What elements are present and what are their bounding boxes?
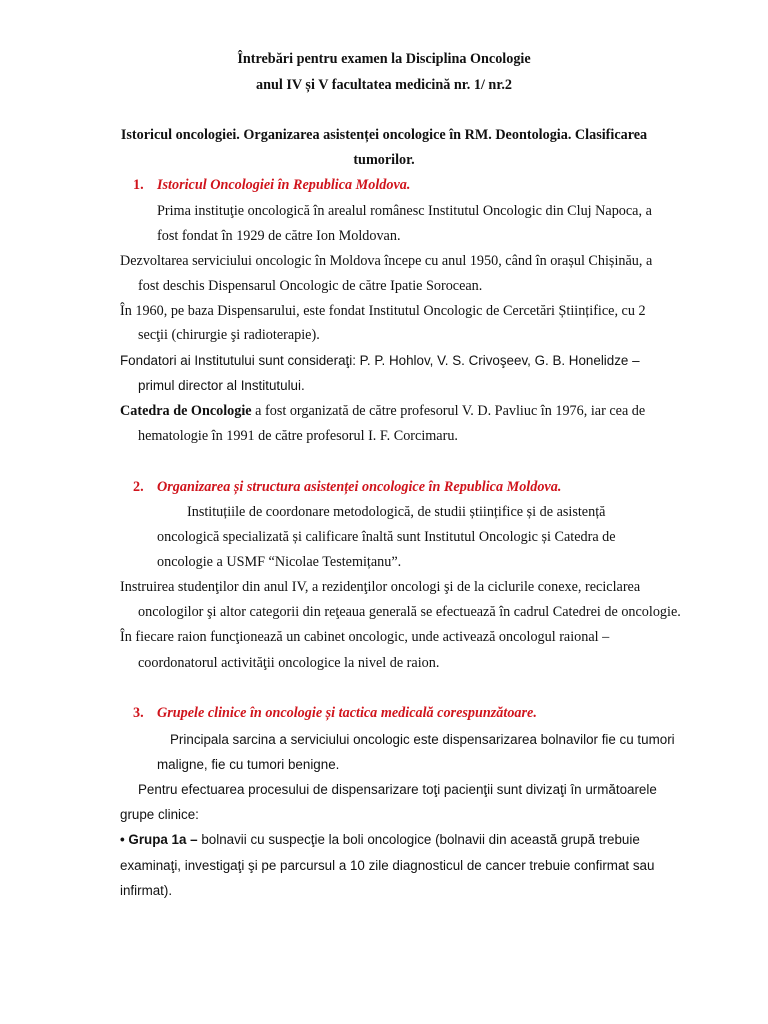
section-2-paragraph-line: Instruirea studenţilor din anul IV, a rezidenţilor oncologi şi de la ciclurile conexe, reciclarea (120, 579, 641, 595)
topic-line-2: tumorilor. (353, 152, 415, 168)
section-3-paragraph-line: infirmat). (120, 883, 173, 898)
section-3-paragraph-line: Principala sarcina a serviciului oncologic este dispensarizarea bolnavilor fie cu tumori (170, 732, 675, 747)
grupa-1a-label: • Grupa 1a – (120, 832, 198, 847)
grupa-1a-text: bolnavii cu suspecţie la boli oncologice (bolnavii din această grupă trebuie (197, 832, 640, 847)
title-line-2: anul IV și V facultatea medicină nr. 1/ nr.2 (256, 77, 512, 93)
section-1-paragraph-line: primul director al Institutului. (138, 378, 305, 393)
section-2-number: 2. (133, 479, 144, 495)
section-3-paragraph-line (120, 831, 640, 849)
section-2-heading: Organizarea și structura asistenței oncologice în Republica Moldova. (157, 479, 562, 495)
section-3-heading: Grupele clinice în oncologie și tactica medicală corespunzătoare. (157, 705, 537, 721)
catedra-text: a fost organizată de către profesorul V. D. Pavliuc în 1976, iar cea de (251, 403, 646, 419)
section-1-paragraph-line: Dezvoltarea serviciului oncologic în Moldova începe cu anul 1950, când în orașul Chișinău, a (120, 253, 653, 269)
section-1-paragraph-line: Fondatori ai Institutului sunt consideraţi: P. P. Hohlov, V. S. Crivoşeev, G. B. Honelidze – (120, 353, 640, 368)
section-2-paragraph-line: oncologie a USMF “Nicolae Testemițanu”. (157, 554, 402, 570)
section-3-paragraph-line: maligne, fie cu tumori benigne. (157, 757, 340, 772)
section-3-paragraph-line: grupe clinice: (120, 807, 199, 822)
section-1-paragraph-line: Prima instituţie oncologică în arealul românesc Institutul Oncologic din Cluj Napoca, a (157, 203, 652, 219)
section-2-paragraph-line: coordonatorul activităţii oncologice la nivel de raion. (138, 655, 440, 671)
section-1-paragraph-line: hematologie în 1991 de către profesorul I. F. Corcimaru. (138, 428, 458, 444)
section-3-paragraph-line: Pentru efectuarea procesului de dispensarizare toţi pacienţii sunt divizaţi în următoarele (138, 782, 657, 797)
section-1-paragraph-line: fost deschis Dispensarul Oncologic de către Ipatie Sorocean. (138, 278, 483, 294)
section-2-paragraph-line: oncologilor şi altor categorii din reţeaua generală se efectuează în cadrul Catedrei de oncologie. (138, 604, 681, 620)
section-1-number: 1. (133, 177, 144, 193)
section-1-heading: Istoricul Oncologiei în Republica Moldova. (157, 177, 411, 193)
catedra-label: Catedra de Oncologie (120, 403, 252, 419)
section-3-number: 3. (133, 705, 144, 721)
title-line-1: Întrebări pentru examen la Disciplina Oncologie (237, 51, 531, 67)
section-1-paragraph-line: fost fondat în 1929 de către Ion Moldovan. (157, 228, 401, 244)
section-1-paragraph-line: secţii (chirurgie şi radioterapie). (138, 327, 320, 343)
section-3-paragraph-line: examinaţi, investigaţi şi pe parcursul a 10 zile diagnosticul de cancer trebuie confirmat sau (120, 858, 655, 873)
topic-line-1: Istoricul oncologiei. Organizarea asistenței oncologice în RM. Deontologia. Clasificarea (120, 127, 648, 143)
section-2-paragraph-line: Instituțiile de coordonare metodologică, de studii științifice și de asistență (187, 504, 606, 520)
section-1-paragraph-line (120, 402, 645, 420)
section-1-paragraph-line: În 1960, pe baza Dispensarului, este fondat Institutul Oncologic de Cercetări Științifice, cu 2 (120, 303, 646, 319)
section-2-paragraph-line: În fiecare raion funcţionează un cabinet oncologic, unde activează oncologul raional – (120, 629, 610, 645)
section-2-paragraph-line: oncologică specializată și calificare înaltă sunt Institutul Oncologic și Catedra de (157, 529, 616, 545)
